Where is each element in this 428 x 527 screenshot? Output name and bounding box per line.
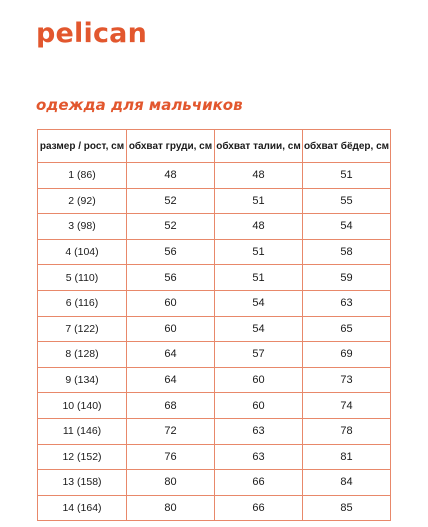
cell-size: 8 (128) [38,342,127,368]
table-row [38,418,391,444]
table-row [38,188,391,214]
section-title: одежда для мальчиков [36,96,243,114]
cell-hips: 69 [303,342,391,368]
cell-hips: 73 [303,367,391,393]
table-row [38,470,391,496]
cell-chest: 60 [127,316,215,342]
cell-waist: 63 [215,444,303,470]
cell-size: 5 (110) [38,265,127,291]
cell-hips: 54 [303,214,391,240]
cell-waist: 63 [215,418,303,444]
cell-hips: 58 [303,239,391,265]
table-row [38,342,391,368]
cell-size: 11 (146) [38,418,127,444]
cell-size: 4 (104) [38,239,127,265]
cell-waist: 48 [215,163,303,189]
cell-hips: 78 [303,418,391,444]
cell-waist: 54 [215,316,303,342]
table-row [38,495,391,521]
cell-waist: 54 [215,290,303,316]
table-row [38,444,391,470]
cell-chest: 52 [127,188,215,214]
cell-chest: 52 [127,214,215,240]
cell-hips: 85 [303,495,391,521]
table-row [38,239,391,265]
cell-waist: 48 [215,214,303,240]
table-row [38,163,391,189]
cell-hips: 63 [303,290,391,316]
cell-waist: 60 [215,367,303,393]
cell-waist: 66 [215,470,303,496]
header-waist: обхват талии, см [215,130,303,163]
cell-chest: 80 [127,470,215,496]
cell-chest: 64 [127,367,215,393]
table-body [38,163,391,521]
cell-waist: 51 [215,239,303,265]
cell-size: 6 (116) [38,290,127,316]
table-header-row [38,130,391,163]
cell-size: 2 (92) [38,188,127,214]
cell-hips: 65 [303,316,391,342]
cell-chest: 56 [127,239,215,265]
table-row [38,316,391,342]
header-chest: обхват груди, см [127,130,215,163]
cell-chest: 76 [127,444,215,470]
table-row [38,290,391,316]
cell-size: 12 (152) [38,444,127,470]
cell-size: 9 (134) [38,367,127,393]
cell-waist: 60 [215,393,303,419]
cell-hips: 59 [303,265,391,291]
brand-logo: pelican [36,18,147,49]
cell-chest: 48 [127,163,215,189]
cell-chest: 80 [127,495,215,521]
table-row [38,214,391,240]
cell-chest: 72 [127,418,215,444]
cell-waist: 51 [215,265,303,291]
cell-waist: 57 [215,342,303,368]
size-chart-table [37,129,391,521]
cell-waist: 66 [215,495,303,521]
header-hips: обхват бёдер, см [303,130,391,163]
table-row [38,367,391,393]
cell-size: 14 (164) [38,495,127,521]
cell-hips: 55 [303,188,391,214]
cell-chest: 60 [127,290,215,316]
cell-chest: 68 [127,393,215,419]
cell-size: 7 (122) [38,316,127,342]
cell-hips: 84 [303,470,391,496]
table-row [38,393,391,419]
cell-hips: 81 [303,444,391,470]
cell-size: 3 (98) [38,214,127,240]
cell-hips: 51 [303,163,391,189]
cell-size: 10 (140) [38,393,127,419]
cell-hips: 74 [303,393,391,419]
table-row [38,265,391,291]
header-size: размер / рост, см [38,130,127,163]
cell-size: 1 (86) [38,163,127,189]
cell-chest: 56 [127,265,215,291]
cell-size: 13 (158) [38,470,127,496]
cell-chest: 64 [127,342,215,368]
cell-waist: 51 [215,188,303,214]
